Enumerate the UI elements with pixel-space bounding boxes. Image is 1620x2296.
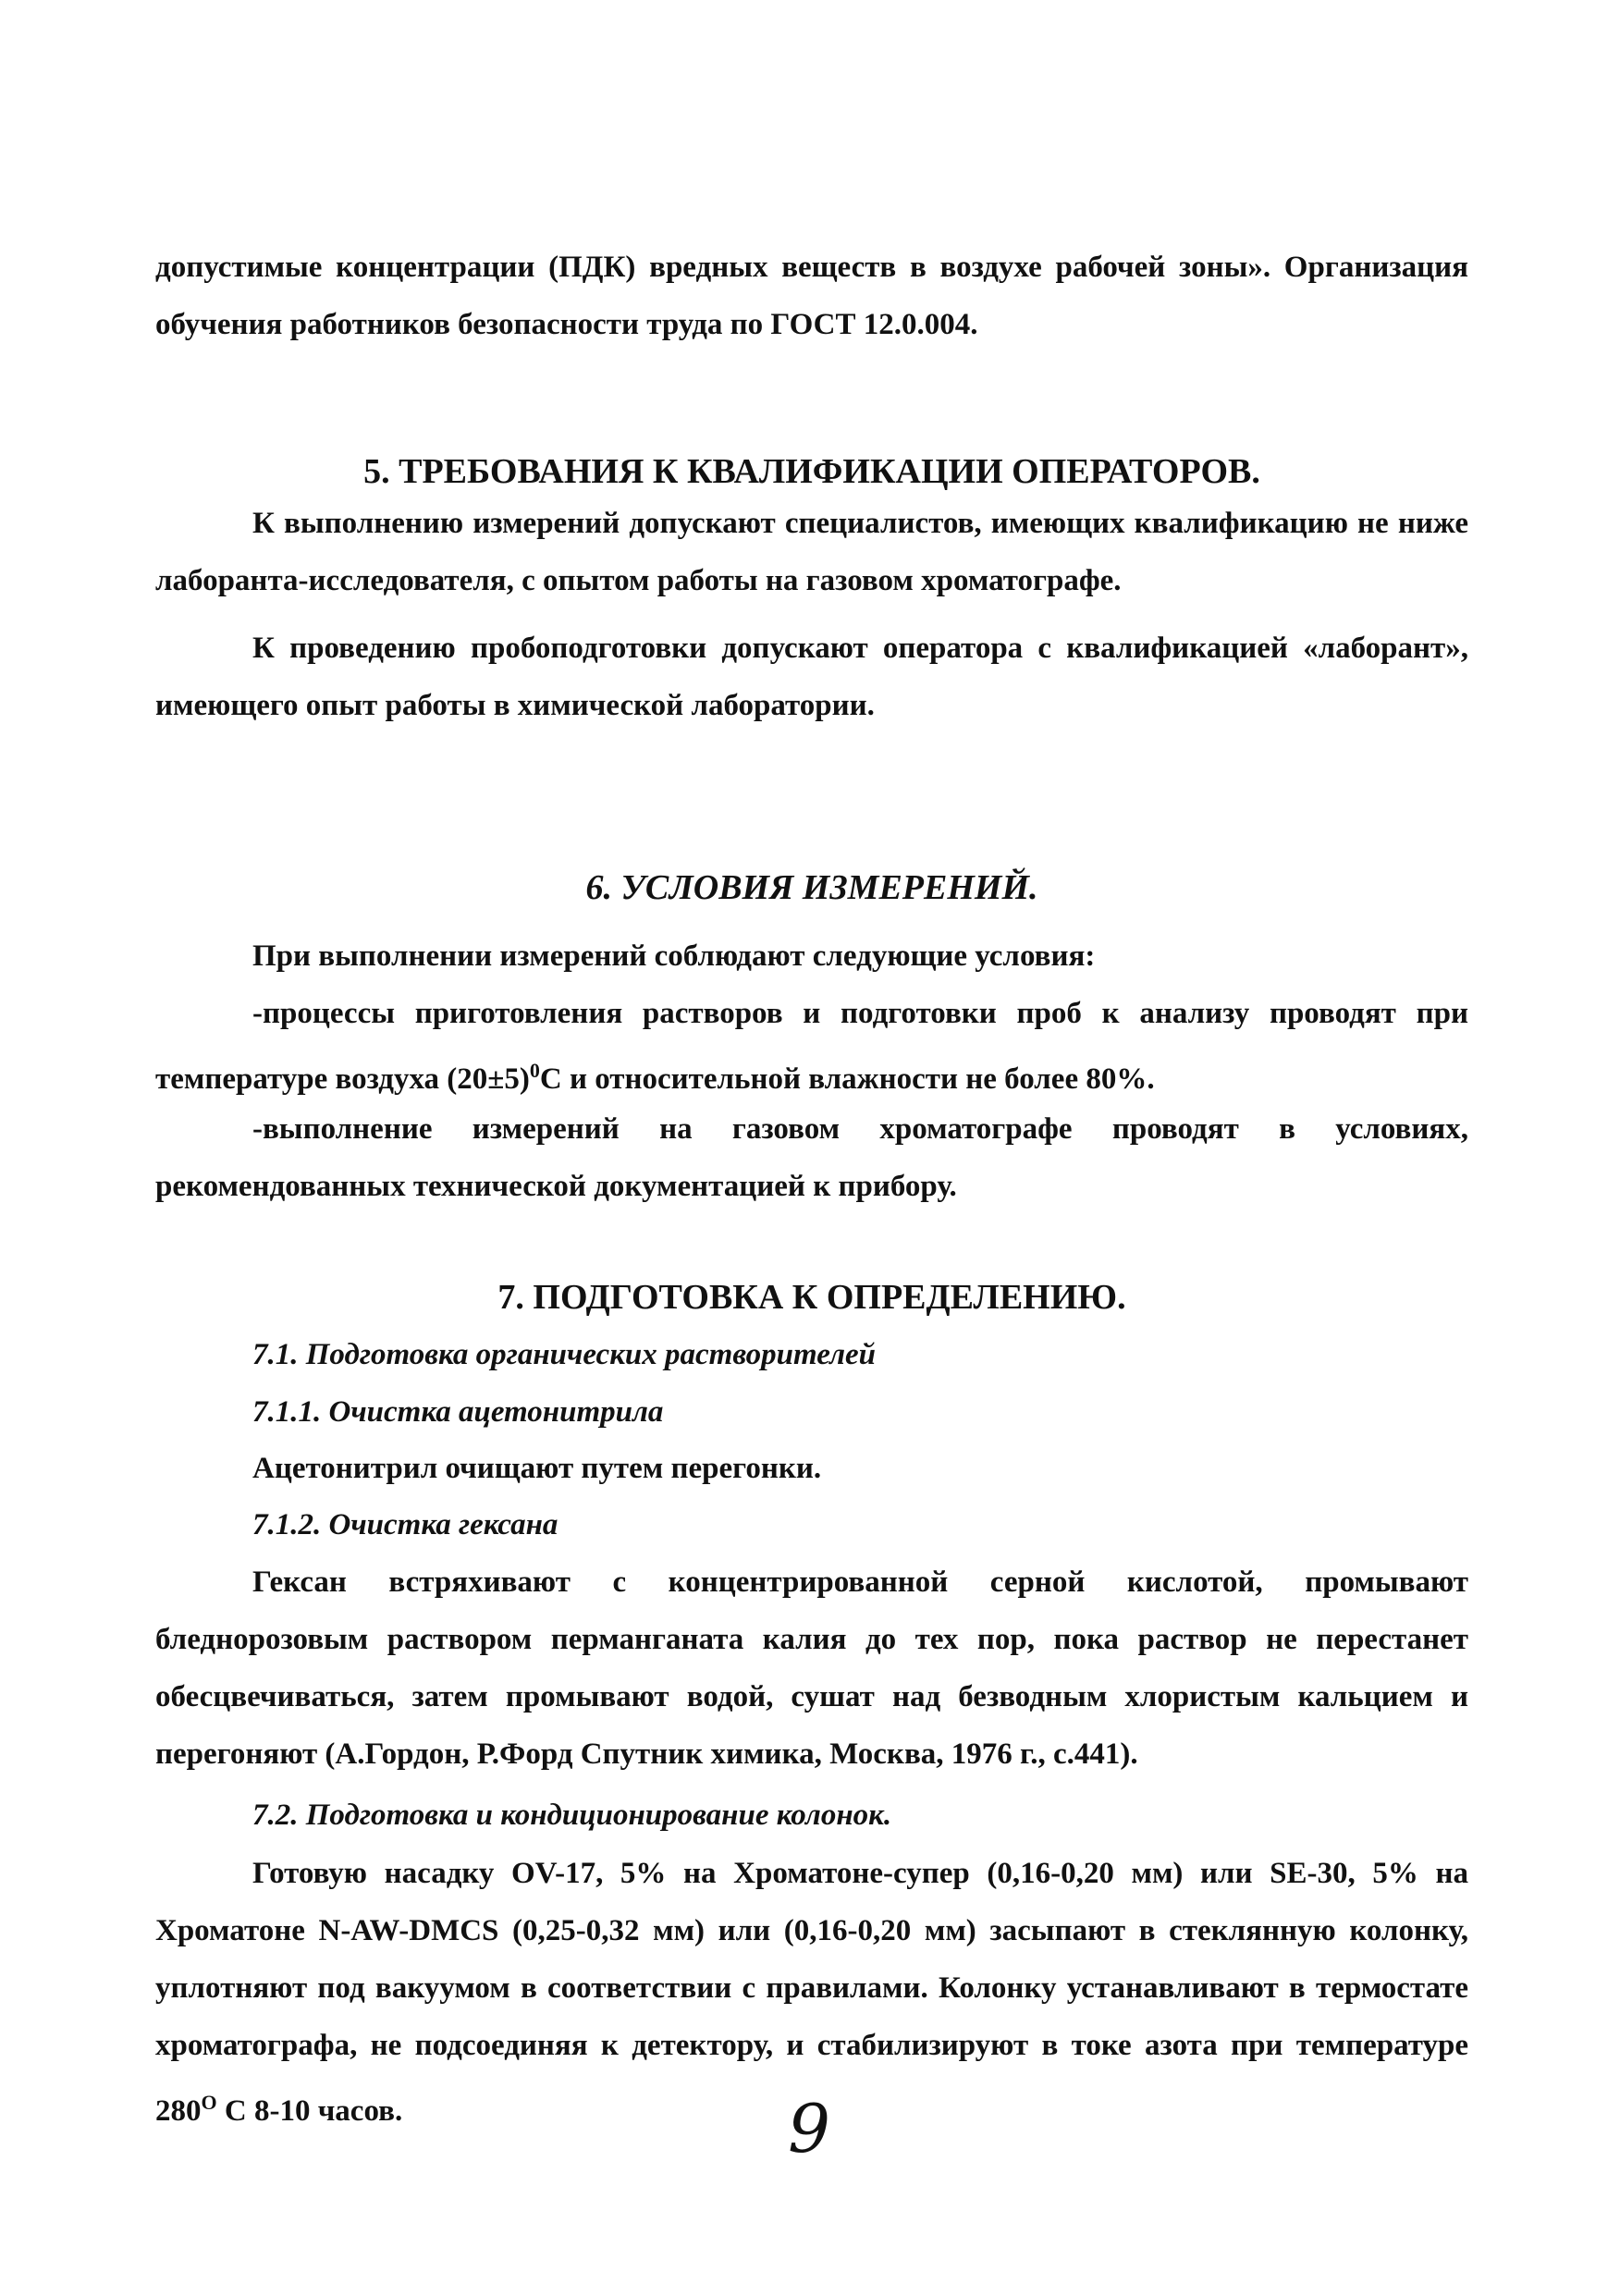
- subsection-7-1-2-paragraph: Гексан встряхивают с концентрированной серной кислотой, промывают бледнорозовым раствором перманганата калия до тех пор, пока раствор не перестанет обесцвечиваться, затем промывают водой, сушат над безводным хлористым кальцием и перегоняют (А.Гордон, Р.Форд Спутник химика, Москва, 1976 г., с.441).: [155, 1565, 1468, 1771]
- subsection-7-1-1-paragraph: Ацетонитрил очищают путем перегонки.: [252, 1452, 822, 1485]
- subsection-7-2-end: С 8-10 часов.: [216, 2094, 403, 2128]
- section-6-p2-end: С и относительной влажности не более 80%.: [539, 1062, 1155, 1096]
- section-7-heading: 7. ПОДГОТОВКА К ОПРЕДЕЛЕНИЮ.: [497, 1278, 1126, 1317]
- section-5-paragraph-2: К проведению пробоподготовки допускают оператора с квалификацией «лаборант», имеющего опыт работы в химической лаборатории.: [155, 632, 1468, 722]
- subsection-7-2-text: Готовую насадку OV-17, 5% на Хроматоне-супер (0,16-0,20 мм) или SE-30, 5% на Хроматоне N-AW-DMCS (0,25-0,32 мм) или (0,16-0,20 мм) засыпают в стеклянную колонку, уплотняют под вакуумом в соответствии с правилами. Колонку устанавливают в термостате хроматографа, не подсоединяя к детектору, и стабилизируют в токе азота при температуре 280: [155, 1857, 1468, 2128]
- page-number: 9: [788, 2090, 830, 2167]
- section-6-paragraph-3: -выполнение измерений на газовом хроматографе проводят в условиях, рекомендованных технической документацией к прибору.: [155, 1112, 1468, 1203]
- section-6-paragraph-2: [155, 985, 1468, 1108]
- section-6-p2-text: -процессы приготовления растворов и подготовки проб к анализу проводят при температуре воздуха (20±5): [155, 997, 1468, 1096]
- section-6-paragraph-1: При выполнении измерений соблюдают следующие условия:: [252, 939, 1096, 973]
- section-6-heading: 6. УСЛОВИЯ ИЗМЕРЕНИЙ.: [585, 868, 1038, 907]
- subsection-7-1-1-heading: 7.1.1. Очистка ацетонитрила: [252, 1395, 664, 1429]
- section-5-paragraph-1: К выполнению измерений допускают специалистов, имеющих квалификацию не ниже лаборанта-исследователя, с опытом работы на газовом хроматографе.: [155, 507, 1468, 597]
- degree-superscript: 0: [529, 1059, 540, 1082]
- section-5-heading: 5. ТРЕБОВАНИЯ К КВАЛИФИКАЦИИ ОПЕРАТОРОВ.: [363, 452, 1260, 491]
- subsection-7-1-heading: 7.1. Подготовка органических растворителей: [252, 1338, 877, 1371]
- subsection-7-1-2-heading: 7.1.2. Очистка гексана: [252, 1508, 558, 1541]
- intro-paragraph: допустимые концентрации (ПДК) вредных веществ в воздухе рабочей зоны». Организация обучения работников безопасности труда по ГОСТ 12.0.004.: [155, 251, 1468, 341]
- subsection-7-2-heading: 7.2. Подготовка и кондиционирование колонок.: [252, 1799, 892, 1832]
- degree-symbol: О: [201, 2091, 217, 2114]
